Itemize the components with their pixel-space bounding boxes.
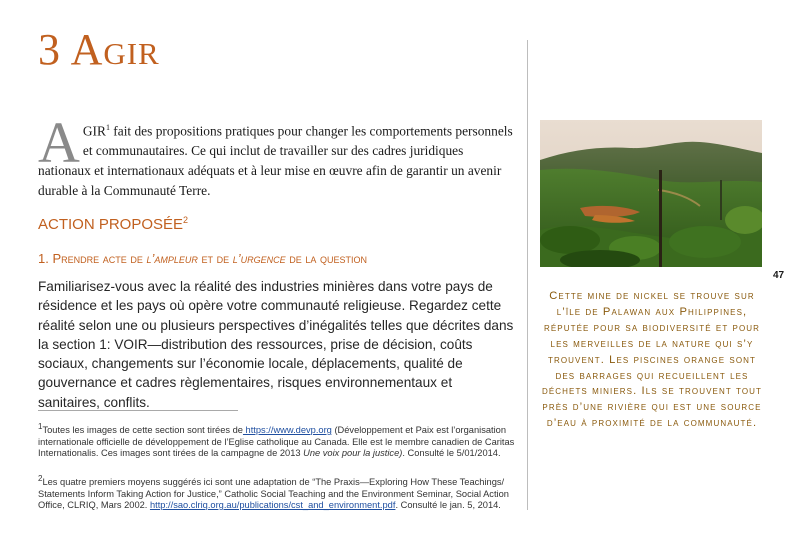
- section-heading: [38, 215, 188, 233]
- devp-link[interactable]: https://www.devp.org: [242, 425, 332, 436]
- footnote-marker: 2: [38, 474, 43, 483]
- footnote-text: (Développement et Paix est l’organisation internationale officielle de développement de l’Eglise catholique au Canada. Elle est le membre canadien de Caritas Internationalis. Ces images sont tirées de la campagne de 2013: [38, 425, 515, 458]
- intro-paragraph: [38, 110, 516, 201]
- footnote-text: . Consulté le 5/01/2014.: [402, 447, 501, 458]
- body-paragraph: Familiarisez-vous avec la réalité des industries minières dans votre pays de résidence et les pays où opère votre communauté religieuse. Regardez cette réalité selon une ou plusieurs perspectives d’inégalités telles que décrites dans la section 1: VOIR—distribution des ressources, prise de décision, coûts sociaux, changements sur l’économie locale, déplacements, qualité de gouvernance et cadres règlementaires, risques environnementaux et sanitaires, conflits.: [38, 279, 514, 410]
- subheading-emphasis: l’ampleur: [146, 251, 198, 266]
- footnote-text: . Consulté le jan. 5, 2014.: [395, 499, 501, 510]
- intro-text: fait des propositions pratiques pour changer les comportements personnels et communautaires. Ce qui inclut de travailler sur des cadres juridiques nationaux et internationaux adéquats et à leur mise en œuvre afin de garantir un avenir durable à la Communauté Terre.: [38, 123, 513, 199]
- chapter-title: 3 Agir: [38, 25, 160, 74]
- subheading-emphasis: l’urgence: [232, 251, 286, 266]
- column-divider: [527, 40, 528, 510]
- footnote-ref-1[interactable]: 1: [105, 123, 110, 132]
- footnote-divider: [38, 410, 238, 411]
- subheading-part: et de: [197, 251, 233, 266]
- subheading-part: de la question: [285, 251, 367, 266]
- footnote-ref-2[interactable]: 2: [183, 215, 189, 225]
- mine-photo: [540, 120, 762, 267]
- photo-caption: Cette mine de nickel se trouve sur l’île de Palawan aux Philippines, réputée pour sa biodiversité et pour les merveilles de la nature qui s’y trouvent. Les piscines orange sont des barrages qui recueillent les déchets miniers. Ils se trouvent tout près d’une rivière qui est une source d’eau à proximité de la communauté.: [541, 290, 763, 430]
- subheading: [38, 251, 367, 266]
- subheading-part: 1. Prendre acte de: [38, 251, 147, 266]
- drop-cap: A: [38, 110, 80, 175]
- footnote-marker: 1: [38, 422, 43, 431]
- section-heading-text: ACTION PROPOSÉE: [38, 216, 184, 233]
- intro-lead-word: GIR: [82, 123, 106, 139]
- page-number: 47: [773, 270, 785, 281]
- footnote-italic: Une voix pour la justice): [303, 447, 403, 458]
- footnote-text: Les quatre premiers moyens suggérés ici sont une adaptation de “The Praxis—Exploring How These Teachings/ Statements Inform Taking Action for Justice,” Catholic Social Teaching and the Environment Seminar, Social Action Office, CLRIQ, Mars 2002.: [38, 477, 509, 510]
- footnote-text: Toutes les images de cette section sont tirées de: [42, 425, 243, 436]
- clriq-link[interactable]: http://sao.clriq.org.au/publications/cst_and_environment.pdf: [149, 499, 396, 510]
- footnote-1: [38, 421, 518, 459]
- footnote-2: [38, 473, 518, 511]
